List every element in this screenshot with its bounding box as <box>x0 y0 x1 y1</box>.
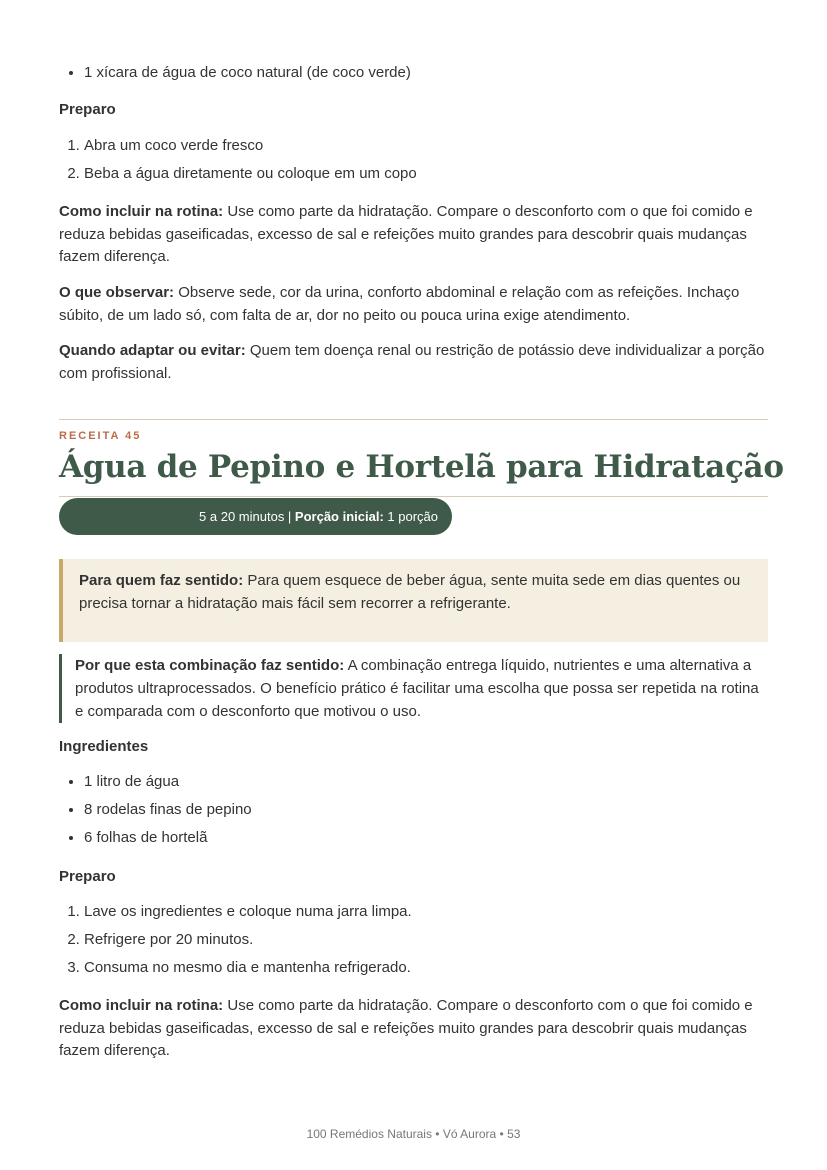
recipe-meta-pill <box>59 498 452 535</box>
list-item: 2. Beba a água diretamente ou coloque em um copo <box>84 164 793 184</box>
recipe-title: Água de Pepino e Hortelã para Hidratação <box>59 449 784 485</box>
list-item: • 1 xícara de água de coco natural (de coco verde) <box>84 63 793 83</box>
recipe-kicker: RECEITA 45 <box>59 430 142 442</box>
rationale-label: Por que esta combinação faz sentido: <box>75 657 345 674</box>
list-item: 2. Refrigere por 20 minutos. <box>84 930 793 950</box>
title-divider <box>59 496 768 497</box>
prev-preparo-heading: Preparo <box>59 101 116 118</box>
list-item: • 6 folhas de hortelã <box>84 828 793 848</box>
list-item: 1. Abra um coco verde fresco <box>84 136 793 156</box>
prev-rotina-paragraph <box>59 201 768 269</box>
prev-adaptar-paragraph <box>59 340 768 385</box>
rationale-quote <box>59 654 768 723</box>
list-item: 3. Consuma no mesmo dia e mantenha refrigerado. <box>84 958 793 978</box>
portion-value: 1 porção <box>383 509 438 524</box>
ingredient-list <box>59 772 793 848</box>
prev-observar-label: O que observar: <box>59 284 175 301</box>
ingredients-heading: Ingredientes <box>59 738 149 755</box>
prev-steps-list <box>59 136 793 184</box>
prev-rotina-label: Como incluir na rotina: <box>59 203 224 220</box>
preparo-heading: Preparo <box>59 868 116 885</box>
rotina-label: Como incluir na rotina: <box>59 997 224 1014</box>
portion-label: Porção inicial: <box>294 509 384 524</box>
rotina-text: Use como parte da hidratação. Compare o desconforto com o que foi comido e reduza bebidas gaseificadas, excesso de sal e refeições muito grandes para descobrir quais mudanças fazem diferença. <box>59 997 753 1059</box>
prev-adaptar-text: Quem tem doença renal ou restrição de potássio deve individualizar a porção com profissional. <box>59 342 765 382</box>
steps-list <box>59 902 793 978</box>
recipe-time: 5 a 20 minutos | <box>199 509 295 524</box>
rotina-paragraph <box>59 995 768 1063</box>
rationale-text: A combinação entrega líquido, nutrientes e uma alternativa a produtos ultraprocessados. O benefício prático é facilitar uma escolha que possa ser repetida na rotina e comparada com o desconforto que motivou o uso. <box>75 657 759 720</box>
audience-paragraph <box>79 570 752 615</box>
rationale-paragraph <box>75 654 768 723</box>
prev-observar-paragraph <box>59 282 768 327</box>
audience-callout <box>59 559 768 642</box>
section-divider <box>59 419 768 420</box>
audience-text: Para quem esquece de beber água, sente muita sede em dias quentes ou precisa tornar a hidratação mais fácil sem recorrer a refrigerante. <box>79 572 741 612</box>
list-item: 1. Lave os ingredientes e coloque numa jarra limpa. <box>84 902 793 922</box>
list-item: • 1 litro de água <box>84 772 793 792</box>
list-item: • 8 rodelas finas de pepino <box>84 800 793 820</box>
prev-ingredient-list <box>59 63 793 83</box>
prev-adaptar-label: Quando adaptar ou evitar: <box>59 342 246 359</box>
page-footer: 100 Remédios Naturais • Vó Aurora • 53 <box>306 1127 521 1141</box>
audience-label: Para quem faz sentido: <box>79 572 244 589</box>
prev-rotina-text: Use como parte da hidratação. Compare o desconforto com o que foi comido e reduza bebidas gaseificadas, excesso de sal e refeições muito grandes para descobrir quais mudanças fazem diferença. <box>59 203 753 265</box>
prev-observar-text: Observe sede, cor da urina, conforto abdominal e relação com as refeições. Inchaço súbito, de um lado só, com falta de ar, dor no peito ou pouca urina exige atendimento. <box>59 284 740 324</box>
